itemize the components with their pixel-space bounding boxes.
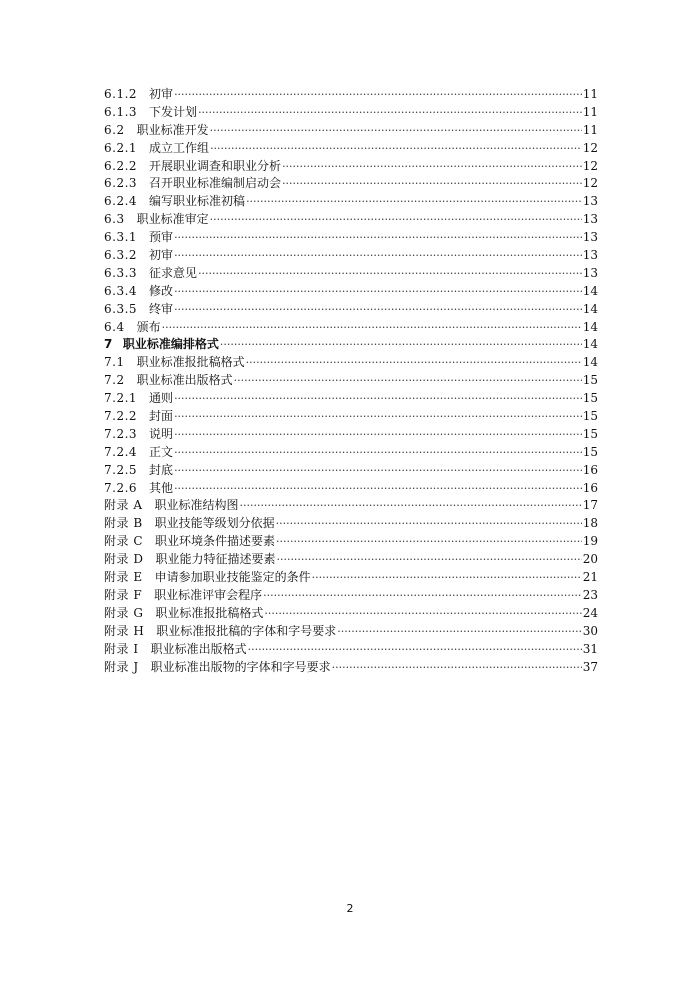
toc-entry[interactable] xyxy=(104,659,598,677)
toc-entry[interactable] xyxy=(104,605,598,623)
toc-entry[interactable] xyxy=(104,247,598,265)
toc-entry-number: 附录 A xyxy=(104,498,143,513)
toc-entry-number: 6.2.1 xyxy=(104,140,138,155)
toc-entry[interactable] xyxy=(104,319,598,337)
toc-dot-leader xyxy=(198,265,582,283)
toc-entry[interactable] xyxy=(104,283,598,301)
toc-entry-title: 职业环境条件描述要素 xyxy=(155,534,276,549)
toc-entry-page: 13 xyxy=(582,265,598,280)
toc-entry[interactable] xyxy=(104,193,598,211)
toc-entry-number: 附录 E xyxy=(104,570,143,585)
toc-dot-leader xyxy=(337,623,581,641)
toc-entry-title: 成立工作组 xyxy=(149,140,210,155)
page-number: 2 xyxy=(346,902,354,915)
toc-entry-number: 7.2.1 xyxy=(104,391,138,406)
toc-dot-leader xyxy=(174,283,582,301)
toc-dot-leader xyxy=(174,247,582,265)
toc-entry-number: 6.1.3 xyxy=(104,104,138,119)
toc-entry[interactable] xyxy=(104,533,598,551)
toc-entry-title: 颁布 xyxy=(136,319,161,334)
toc-dot-leader xyxy=(210,211,582,229)
toc-entry-number: 6.4 xyxy=(104,319,125,334)
toc-entry-title: 职业标准报批稿格式 xyxy=(136,355,245,370)
toc-entry[interactable] xyxy=(104,444,598,462)
toc-entry[interactable] xyxy=(104,569,598,587)
toc-entry-title: 终审 xyxy=(149,301,174,316)
toc-entry-page: 31 xyxy=(582,641,598,656)
toc-entry[interactable] xyxy=(104,462,598,480)
toc-dot-leader xyxy=(282,175,582,193)
toc-entry-number: 6.3.1 xyxy=(104,230,138,245)
toc-entry[interactable] xyxy=(104,551,598,569)
toc-dot-leader xyxy=(174,229,582,247)
toc-entry-number: 7.2.6 xyxy=(104,480,138,495)
toc-dot-leader xyxy=(198,104,582,122)
toc-entry-title: 职业标准编排格式 xyxy=(122,337,219,352)
toc-entry-title: 正文 xyxy=(149,444,174,459)
toc-entry[interactable] xyxy=(104,336,598,354)
toc-entry-page: 11 xyxy=(582,104,598,119)
toc-entry-page: 13 xyxy=(582,194,598,209)
toc-entry-page: 15 xyxy=(582,391,598,406)
toc-entry[interactable] xyxy=(104,122,598,140)
toc-entry-number: 7.2.4 xyxy=(104,444,138,459)
toc-entry-number: 6.2 xyxy=(104,122,125,137)
toc-entry-title: 其他 xyxy=(149,480,174,495)
toc-entry[interactable] xyxy=(104,623,598,641)
toc-dot-leader xyxy=(276,515,582,533)
toc-entry-page: 15 xyxy=(582,426,598,441)
toc-entry-number: 7.2.2 xyxy=(104,409,138,424)
toc-entry-page: 23 xyxy=(582,587,598,602)
toc-entry-page: 16 xyxy=(582,462,598,477)
toc-entry-page: 13 xyxy=(582,212,598,227)
toc-entry[interactable] xyxy=(104,229,598,247)
toc-dot-leader xyxy=(220,336,582,354)
toc-entry[interactable] xyxy=(104,641,598,659)
toc-entry[interactable] xyxy=(104,372,598,390)
toc-entry-title: 召开职业标准编制启动会 xyxy=(149,176,282,191)
toc-entry-page: 19 xyxy=(582,534,598,549)
toc-entry-page: 21 xyxy=(582,570,598,585)
toc-dot-leader xyxy=(246,193,582,211)
toc-entry-page: 17 xyxy=(582,498,598,513)
toc-dot-leader xyxy=(276,551,581,569)
toc-entry[interactable] xyxy=(104,354,598,372)
toc-dot-leader xyxy=(312,569,582,587)
toc-dot-leader xyxy=(174,480,582,498)
toc-entry-number: 7.2.3 xyxy=(104,426,138,441)
toc-entry-page: 12 xyxy=(582,158,598,173)
toc-entry-number: 6.3.3 xyxy=(104,265,138,280)
toc-dot-leader xyxy=(174,462,582,480)
toc-entry-number: 附录 F xyxy=(104,587,143,602)
toc-entry[interactable] xyxy=(104,175,598,193)
toc-entry-title: 通则 xyxy=(149,391,174,406)
toc-entry[interactable] xyxy=(104,265,598,283)
toc-entry-title: 预审 xyxy=(149,230,174,245)
toc-entry-page: 11 xyxy=(582,122,598,137)
toc-entry-number: 7.2.5 xyxy=(104,462,138,477)
toc-entry-title: 职业标准结构图 xyxy=(154,498,239,513)
toc-entry-page: 13 xyxy=(582,230,598,245)
toc-entry-number: 6.3.2 xyxy=(104,248,138,263)
toc-entry-number: 附录 C xyxy=(104,534,143,549)
toc-entry-title: 职业标准开发 xyxy=(136,122,209,137)
toc-entry-title: 修改 xyxy=(149,283,174,298)
toc-entry-page: 16 xyxy=(582,480,598,495)
toc-entry-page: 18 xyxy=(582,516,598,531)
toc-dot-leader xyxy=(210,140,582,158)
toc-entry-title: 职业标准评审会程序 xyxy=(154,587,263,602)
toc-entry-page: 11 xyxy=(582,87,598,101)
toc-dot-leader xyxy=(174,408,582,426)
toc-entry[interactable] xyxy=(104,515,598,533)
toc-dot-leader xyxy=(246,354,582,372)
toc-entry-page: 14 xyxy=(582,319,598,334)
toc-dot-leader xyxy=(210,122,582,140)
toc-entry-number: 7.2 xyxy=(104,373,125,388)
toc-entry-title: 编写职业标准初稿 xyxy=(149,194,246,209)
toc-entry-title: 职业能力特征描述要素 xyxy=(155,552,276,567)
toc-dot-leader xyxy=(234,372,582,390)
toc-entry-page: 30 xyxy=(582,623,598,638)
toc-dot-leader xyxy=(276,533,582,551)
toc-entry-number: 6.1.2 xyxy=(104,87,138,101)
table-of-contents xyxy=(104,86,598,676)
toc-dot-leader xyxy=(174,390,582,408)
toc-dot-leader xyxy=(162,319,582,337)
toc-entry-page: 12 xyxy=(582,176,598,191)
toc-entry-page: 24 xyxy=(582,605,598,620)
toc-entry-page: 14 xyxy=(582,337,598,352)
toc-entry-title: 征求意见 xyxy=(149,265,198,280)
toc-entry-title: 申请参加职业技能鉴定的条件 xyxy=(154,570,311,585)
toc-entry-number: 6.2.3 xyxy=(104,176,138,191)
toc-entry[interactable] xyxy=(104,497,598,515)
toc-dot-leader xyxy=(174,426,582,444)
toc-dot-leader xyxy=(282,158,582,176)
toc-dot-leader xyxy=(332,659,582,677)
toc-entry-title: 下发计划 xyxy=(149,104,198,119)
toc-entry-number: 6.3.4 xyxy=(104,283,138,298)
toc-entry[interactable] xyxy=(104,480,598,498)
toc-dot-leader xyxy=(174,301,582,319)
toc-entry-title: 职业标准出版物的字体和字号要求 xyxy=(150,659,331,674)
toc-entry-number: 附录 D xyxy=(104,552,144,567)
toc-entry[interactable] xyxy=(104,140,598,158)
toc-dot-leader xyxy=(248,641,582,659)
toc-entry-title: 职业技能等级划分依据 xyxy=(154,516,275,531)
toc-entry-number: 附录 B xyxy=(104,516,143,531)
toc-entry-title: 说明 xyxy=(149,426,174,441)
toc-entry-page: 15 xyxy=(582,444,598,459)
toc-entry-page: 37 xyxy=(582,659,598,674)
toc-entry-page: 12 xyxy=(582,140,598,155)
toc-dot-leader xyxy=(263,587,582,605)
toc-dot-leader xyxy=(174,444,582,462)
toc-entry-title: 职业标准报批稿的字体和字号要求 xyxy=(156,623,337,638)
toc-entry[interactable] xyxy=(104,408,598,426)
toc-entry-page: 14 xyxy=(582,355,598,370)
toc-entry-number: 附录 J xyxy=(104,659,139,674)
toc-dot-leader xyxy=(174,86,582,104)
toc-entry[interactable] xyxy=(104,86,598,104)
toc-entry-number: 附录 H xyxy=(104,623,145,638)
toc-dot-leader xyxy=(264,605,581,623)
toc-entry-title: 职业标准报批稿格式 xyxy=(155,605,264,620)
toc-entry-title: 职业标准出版格式 xyxy=(150,641,247,656)
toc-entry[interactable] xyxy=(104,158,598,176)
toc-entry-title: 开展职业调查和职业分析 xyxy=(149,158,282,173)
toc-entry[interactable] xyxy=(104,211,598,229)
toc-entry[interactable] xyxy=(104,587,598,605)
toc-entry[interactable] xyxy=(104,390,598,408)
toc-entry-title: 初审 xyxy=(149,248,174,263)
toc-entry-title: 初审 xyxy=(149,87,174,101)
toc-entry-number: 6.3.5 xyxy=(104,301,138,316)
toc-entry-page: 20 xyxy=(582,552,598,567)
toc-entry-page: 15 xyxy=(582,373,598,388)
toc-entry-number: 6.2.4 xyxy=(104,194,138,209)
toc-entry[interactable] xyxy=(104,301,598,319)
toc-entry-number: 附录 G xyxy=(104,605,144,620)
toc-entry-title: 职业标准出版格式 xyxy=(136,373,233,388)
toc-entry-number: 附录 I xyxy=(104,641,139,656)
toc-entry-page: 14 xyxy=(582,301,598,316)
toc-entry-page: 15 xyxy=(582,409,598,424)
toc-entry-number: 7 xyxy=(104,337,113,352)
toc-entry[interactable] xyxy=(104,104,598,122)
toc-entry-number: 7.1 xyxy=(104,355,125,370)
toc-dot-leader xyxy=(240,497,582,515)
toc-entry-page: 13 xyxy=(582,248,598,263)
toc-entry-title: 封面 xyxy=(149,409,174,424)
toc-entry-page: 14 xyxy=(582,283,598,298)
toc-entry-number: 6.2.2 xyxy=(104,158,138,173)
toc-entry-title: 职业标准审定 xyxy=(136,212,209,227)
toc-entry-title: 封底 xyxy=(149,462,174,477)
toc-entry-number: 6.3 xyxy=(104,212,125,227)
toc-entry[interactable] xyxy=(104,426,598,444)
